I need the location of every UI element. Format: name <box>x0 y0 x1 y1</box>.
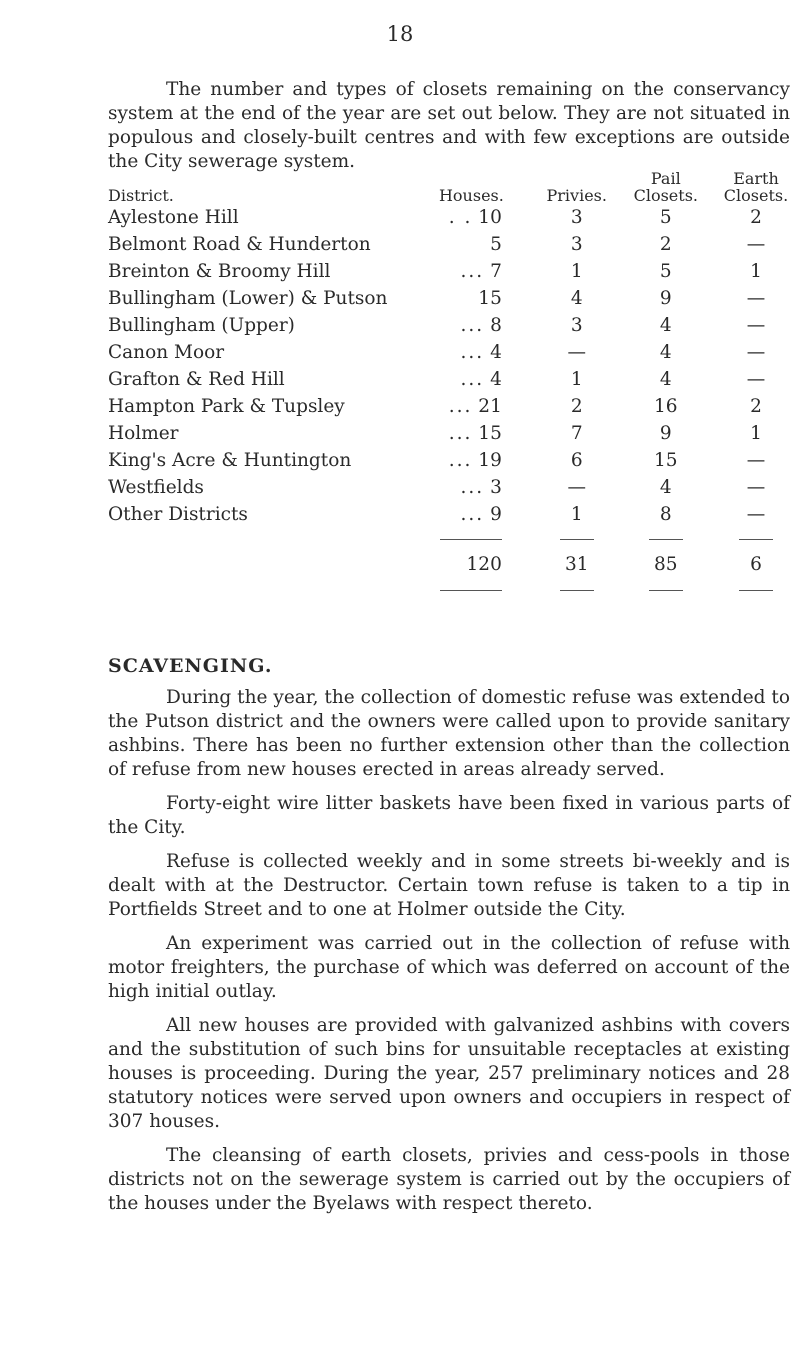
houses-cell <box>387 204 533 231</box>
earth-closets-cell: 2 <box>750 396 762 417</box>
district-cell: Canon Moor <box>108 342 225 363</box>
leader-dots: . . <box>448 207 473 228</box>
privies-cell: 2 <box>570 396 583 417</box>
district-cell: Westfields <box>108 477 204 498</box>
pail-closets-cell: 5 <box>659 207 672 228</box>
houses-cell <box>387 447 533 474</box>
privies-cell: 3 <box>570 234 583 255</box>
header-privies: Privies. <box>546 186 607 205</box>
houses-cell <box>387 312 533 339</box>
scavenging-heading: SCAVENGING. <box>108 655 273 677</box>
scavenging-body <box>108 686 790 1226</box>
district-cell: Bullingham (Upper) <box>108 315 295 336</box>
houses-value: 21 <box>478 396 502 417</box>
district-cell: Other Districts <box>108 504 248 525</box>
table-row <box>0 420 800 447</box>
houses-cell <box>387 366 533 393</box>
table-body <box>0 204 800 528</box>
district-cell: Holmer <box>108 423 179 444</box>
district-cell: Hampton Park & Tupsley <box>108 396 345 417</box>
leader-dots: ... <box>448 396 473 417</box>
leader-dots: ... <box>448 450 473 471</box>
pail-closets-cell: 9 <box>659 288 672 309</box>
houses-cell <box>387 285 533 312</box>
scavenging-paragraph: All new houses are provided with galvanized ashbins with covers and the substitution of such bins for unsuitable receptacles at existing houses is proceeding. During the year, 257 preliminary notices and 28 statutory notices were served upon owners and occupiers in respect of 307 houses. <box>108 1015 790 1132</box>
rule-line <box>440 590 502 591</box>
leader-dots: ... <box>460 477 485 498</box>
privies-cell: 3 <box>570 315 583 336</box>
leader-dots: ... <box>460 342 485 363</box>
rule-row <box>0 528 800 549</box>
district-cell: Breinton & Broomy Hill <box>108 261 331 282</box>
earth-closets-cell: — <box>746 477 766 498</box>
leader-dots: ... <box>460 504 485 525</box>
pail-closets-cell: 4 <box>659 342 672 363</box>
table-row <box>0 285 800 312</box>
leader-dots: ... <box>448 423 473 444</box>
district-cell: Bullingham (Lower) & Putson <box>108 288 388 309</box>
rule-line <box>739 590 773 591</box>
houses-cell <box>387 501 533 528</box>
table-header-row <box>0 164 800 204</box>
privies-cell: 4 <box>570 288 583 309</box>
houses-cell <box>387 231 533 258</box>
total-earth-closets: 6 <box>750 553 762 575</box>
page-number: 18 <box>386 22 414 46</box>
pail-closets-cell: 4 <box>659 315 672 336</box>
earth-closets-cell: — <box>746 288 766 309</box>
scavenging-paragraph: Forty-eight wire litter baskets have been fixed in various parts of the City. <box>108 793 790 838</box>
table-row <box>0 312 800 339</box>
privies-cell: — <box>567 342 586 363</box>
rule-line <box>739 539 773 540</box>
rule-row <box>0 579 800 600</box>
houses-value: 10 <box>478 207 502 228</box>
pail-closets-cell: 4 <box>659 369 672 390</box>
earth-closets-cell: — <box>746 315 766 336</box>
scavenging-paragraph: During the year, the collection of domestic refuse was extended to the Putson district and the owners were called upon to provide sanitary ashbins. There has been no further extension other than the collection of refuse from new houses erected in areas already served. <box>108 687 790 780</box>
table-row <box>0 447 800 474</box>
privies-cell: 1 <box>570 261 583 282</box>
rule-line <box>649 590 683 591</box>
houses-value: 5 <box>490 234 502 255</box>
closets-table <box>0 164 800 600</box>
houses-value: 15 <box>478 423 502 444</box>
houses-cell <box>387 474 533 501</box>
scavenging-paragraph: An experiment was carried out in the collection of refuse with motor freighters, the purchase of which was deferred on account of the high initial outlay. <box>108 933 790 1002</box>
header-district: District. <box>108 186 174 205</box>
table-row <box>0 204 800 231</box>
pail-closets-cell: 4 <box>659 477 672 498</box>
houses-cell <box>387 393 533 420</box>
total-privies: 31 <box>564 553 589 575</box>
pail-closets-cell: 9 <box>659 423 672 444</box>
table-row <box>0 366 800 393</box>
total-pail-closets: 85 <box>654 553 678 575</box>
pail-closets-cell: 2 <box>659 234 672 255</box>
district-cell: King's Acre & Huntington <box>108 450 352 471</box>
houses-value: 19 <box>478 450 502 471</box>
intro-paragraph: The number and types of closets remaining on the conservancy system at the end of the year are set out below. They are not situated in populous and closely-built centres and with few exceptions are outside the City sewerage system. <box>108 79 790 172</box>
privies-cell: 1 <box>570 369 583 390</box>
houses-value: 4 <box>490 342 502 363</box>
houses-value: 3 <box>490 477 502 498</box>
header-houses: Houses. <box>438 186 504 205</box>
privies-cell: — <box>567 477 586 498</box>
earth-closets-cell: 1 <box>750 261 762 282</box>
district-cell: Belmont Road & Hunderton <box>108 234 371 255</box>
rule-line <box>649 539 683 540</box>
earth-closets-cell: — <box>746 369 766 390</box>
houses-cell <box>387 258 533 285</box>
rule-line <box>560 590 594 591</box>
earth-closets-cell: — <box>746 450 766 471</box>
scavenging-paragraph: Refuse is collected weekly and in some streets bi-weekly and is dealt with at the Destructor. Certain town refuse is taken to a tip in Portfields Street and to one at Holmer outside the City. <box>108 851 790 920</box>
leader-dots: ... <box>460 315 485 336</box>
scavenging-paragraph: The cleansing of earth closets, privies and cess-pools in those districts not on the sewerage system is carried out by the occupiers of the houses under the Byelaws with respect thereto. <box>108 1145 790 1214</box>
leader-dots: ... <box>460 261 485 282</box>
district-cell: Grafton & Red Hill <box>108 369 285 390</box>
houses-value: 9 <box>490 504 502 525</box>
earth-closets-cell: 2 <box>750 207 762 228</box>
pail-closets-cell: 8 <box>659 504 672 525</box>
earth-closets-cell: — <box>746 342 766 363</box>
district-cell: Aylestone Hill <box>108 207 239 228</box>
leader-dots: ... <box>460 369 485 390</box>
earth-closets-cell: — <box>746 234 766 255</box>
houses-cell <box>387 339 533 366</box>
pail-closets-cell: 16 <box>654 396 678 417</box>
privies-cell: 3 <box>570 207 583 228</box>
pail-closets-cell: 15 <box>654 450 678 471</box>
table-row <box>0 258 800 285</box>
table-row <box>0 501 800 528</box>
totals-row <box>0 549 800 579</box>
houses-value: 4 <box>490 369 502 390</box>
earth-closets-cell: — <box>746 504 766 525</box>
header-pail-closets: Pail Closets. <box>633 169 698 205</box>
rule-line <box>440 539 502 540</box>
houses-value: 8 <box>490 315 502 336</box>
houses-cell <box>387 420 533 447</box>
rule-line <box>560 539 594 540</box>
privies-cell: 1 <box>570 504 583 525</box>
privies-cell: 7 <box>570 423 583 444</box>
table-row <box>0 339 800 366</box>
table-row <box>0 393 800 420</box>
earth-closets-cell: 1 <box>750 423 762 444</box>
houses-value: 7 <box>490 261 502 282</box>
total-houses: 120 <box>466 553 502 575</box>
houses-value: 15 <box>478 288 502 309</box>
table-row <box>0 474 800 501</box>
header-earth-closets: Earth Closets. <box>723 169 789 205</box>
pail-closets-cell: 5 <box>659 261 672 282</box>
table-row <box>0 231 800 258</box>
privies-cell: 6 <box>570 450 583 471</box>
